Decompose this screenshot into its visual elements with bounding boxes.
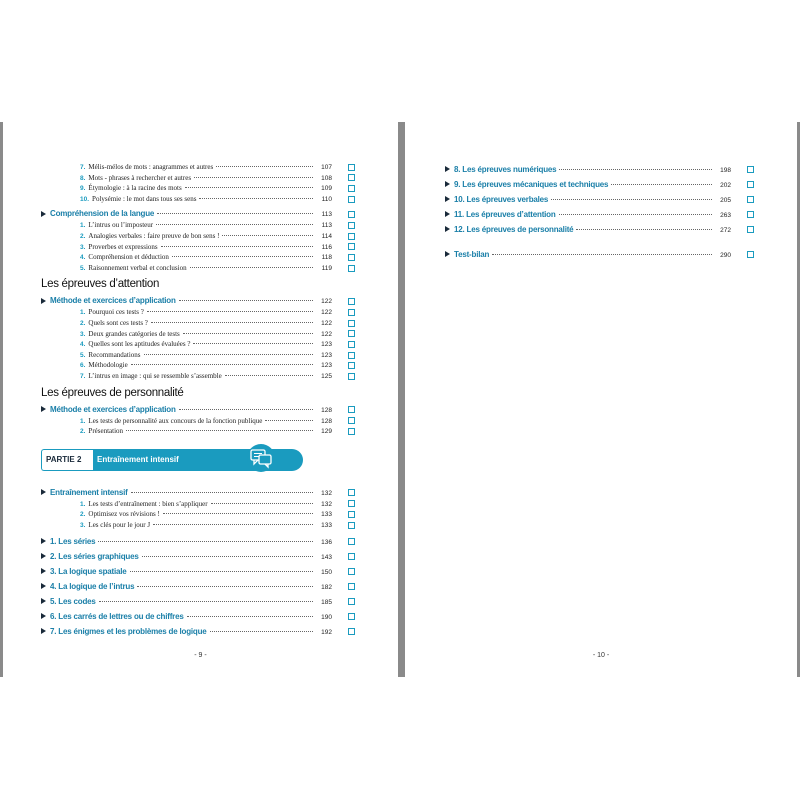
- toc-right: [454, 162, 754, 262]
- partie-banner: [41, 447, 303, 473]
- toc-item[interactable]: 5. Raisonnement verbal et conclusion 119: [50, 263, 355, 274]
- checkbox-icon[interactable]: [348, 511, 355, 518]
- triangle-bullet-icon: [41, 406, 46, 412]
- toc-item[interactable]: 7. L’intrus en image : qui se ressemble s’assemble 125: [50, 371, 355, 382]
- checkbox-icon[interactable]: [348, 417, 355, 424]
- book-spread: [0, 122, 800, 677]
- checkbox-icon[interactable]: [348, 320, 355, 327]
- toc-item[interactable]: 10. Polysémie : le mot dans tous ses sens 110: [50, 194, 355, 205]
- checkbox-icon[interactable]: [747, 196, 754, 203]
- toc-item[interactable]: 1. Les tests de personnalité aux concours de la fonction publique 128: [50, 416, 355, 427]
- toc-chapter-test-bilan[interactable]: Test-bilan 290: [454, 247, 754, 262]
- checkbox-icon[interactable]: [348, 553, 355, 560]
- toc-heading-comprehension[interactable]: Compréhension de la langue 113: [50, 208, 355, 220]
- toc-chapter[interactable]: 3. La logique spatiale 150: [50, 564, 355, 579]
- toc-item[interactable]: 1. Pourquoi ces tests ? 122: [50, 307, 355, 318]
- checkbox-icon[interactable]: [348, 222, 355, 229]
- checkbox-icon[interactable]: [348, 233, 355, 240]
- toc-chapter[interactable]: 7. Les énigmes et les problèmes de logique 192: [50, 624, 355, 639]
- checkbox-icon[interactable]: [348, 309, 355, 316]
- toc-chapter[interactable]: 12. Les épreuves de personnalité 272: [454, 222, 754, 237]
- toc-item[interactable]: 3. Proverbes et expressions 116: [50, 242, 355, 253]
- triangle-bullet-icon: [41, 489, 46, 495]
- checkbox-icon[interactable]: [348, 265, 355, 272]
- triangle-bullet-icon: [41, 568, 46, 574]
- toc-chapter[interactable]: 4. La logique de l’intrus 182: [50, 579, 355, 594]
- toc-item[interactable]: 2. Optimisez vos révisions ! 133: [50, 509, 355, 520]
- toc-item[interactable]: 7. Mélis-mélos de mots : anagrammes et autres 107: [50, 162, 355, 173]
- toc-item[interactable]: 1. Les tests d’entraînement : bien s’appliquer 132: [50, 499, 355, 510]
- triangle-bullet-icon: [445, 166, 450, 172]
- section-title-personnalite: Les épreuves de personnalité: [41, 386, 184, 399]
- checkbox-icon[interactable]: [348, 330, 355, 337]
- checkbox-icon[interactable]: [348, 583, 355, 590]
- checkbox-icon[interactable]: [747, 251, 754, 258]
- triangle-bullet-icon: [41, 211, 46, 217]
- toc-heading-attention-methode[interactable]: Méthode et exercices d’application 122: [50, 295, 355, 307]
- checkbox-icon[interactable]: [348, 298, 355, 305]
- triangle-bullet-icon: [41, 298, 46, 304]
- checkbox-icon[interactable]: [348, 164, 355, 171]
- toc-chapter[interactable]: 9. Les épreuves mécaniques et techniques 202: [454, 177, 754, 192]
- toc-item[interactable]: 3. Les clés pour le jour J 133: [50, 520, 355, 531]
- left-page: [3, 122, 398, 677]
- triangle-bullet-icon: [445, 181, 450, 187]
- toc-item[interactable]: 9. Étymologie : à la racine des mots 109: [50, 183, 355, 194]
- checkbox-icon[interactable]: [348, 254, 355, 261]
- checkbox-icon[interactable]: [747, 211, 754, 218]
- checkbox-icon[interactable]: [348, 628, 355, 635]
- toc-item[interactable]: 2. Présentation 129: [50, 426, 355, 437]
- checkbox-icon[interactable]: [348, 538, 355, 545]
- right-page: [405, 122, 797, 677]
- checkbox-icon[interactable]: [747, 166, 754, 173]
- toc-chapter[interactable]: 5. Les codes 185: [50, 594, 355, 609]
- checkbox-icon[interactable]: [747, 226, 754, 233]
- checkbox-icon[interactable]: [348, 406, 355, 413]
- triangle-bullet-icon: [41, 583, 46, 589]
- checkbox-icon[interactable]: [348, 598, 355, 605]
- checkbox-icon[interactable]: [348, 489, 355, 496]
- triangle-bullet-icon: [41, 538, 46, 544]
- toc-item[interactable]: 3. Deux grandes catégories de tests 122: [50, 329, 355, 340]
- triangle-bullet-icon: [445, 226, 450, 232]
- checkbox-icon[interactable]: [348, 428, 355, 435]
- checkbox-icon[interactable]: [348, 613, 355, 620]
- toc-left: [41, 162, 355, 639]
- toc-item[interactable]: 8. Mots - phrases à rechercher et autres 108: [50, 173, 355, 184]
- partie-tag: PARTIE 2: [41, 449, 93, 471]
- toc-item[interactable]: 4. Quelles sont les aptitudes évaluées ? 123: [50, 339, 355, 350]
- toc-item[interactable]: 2. Quels sont ces tests ? 122: [50, 318, 355, 329]
- checkbox-icon[interactable]: [348, 185, 355, 192]
- toc-chapter[interactable]: 6. Les carrés de lettres ou de chiffres 190: [50, 609, 355, 624]
- checkbox-icon[interactable]: [348, 568, 355, 575]
- toc-item[interactable]: 2. Analogies verbales : faire preuve de bon sens ! 114: [50, 231, 355, 242]
- triangle-bullet-icon: [445, 211, 450, 217]
- page-number-right: - 10 -: [592, 652, 610, 659]
- checkbox-icon[interactable]: [747, 181, 754, 188]
- chat-bubbles-icon: [246, 443, 276, 473]
- partie-title: Entraînement intensif: [93, 449, 303, 471]
- checkbox-icon[interactable]: [348, 341, 355, 348]
- triangle-bullet-icon: [445, 251, 450, 257]
- toc-heading-entrainement[interactable]: Entraînement intensif 132: [50, 487, 355, 499]
- toc-chapter[interactable]: 8. Les épreuves numériques 198: [454, 162, 754, 177]
- section-title-attention: Les épreuves d’attention: [41, 278, 160, 291]
- checkbox-icon[interactable]: [348, 522, 355, 529]
- toc-item[interactable]: 5. Recommandations 123: [50, 350, 355, 361]
- toc-chapter[interactable]: 1. Les séries 136: [50, 534, 355, 549]
- page-number-left: - 9 -: [194, 652, 207, 659]
- triangle-bullet-icon: [41, 553, 46, 559]
- checkbox-icon[interactable]: [348, 174, 355, 181]
- triangle-bullet-icon: [41, 613, 46, 619]
- toc-chapter[interactable]: 10. Les épreuves verbales 205: [454, 192, 754, 207]
- toc-heading-personnalite-methode[interactable]: Méthode et exercices d’application 128: [50, 404, 355, 416]
- checkbox-icon[interactable]: [348, 362, 355, 369]
- triangle-bullet-icon: [445, 196, 450, 202]
- toc-chapter[interactable]: 2. Les séries graphiques 143: [50, 549, 355, 564]
- toc-chapter[interactable]: 11. Les épreuves d’attention 263: [454, 207, 754, 222]
- triangle-bullet-icon: [41, 628, 46, 634]
- checkbox-icon[interactable]: [348, 373, 355, 380]
- checkbox-icon[interactable]: [348, 211, 355, 218]
- toc-item[interactable]: 1. L’intrus ou l’imposteur 113: [50, 220, 355, 231]
- checkbox-icon[interactable]: [348, 500, 355, 507]
- toc-item[interactable]: 6. Méthodologie 123: [50, 360, 355, 371]
- checkbox-icon[interactable]: [348, 196, 355, 203]
- triangle-bullet-icon: [41, 598, 46, 604]
- checkbox-icon[interactable]: [348, 243, 355, 250]
- checkbox-icon[interactable]: [348, 352, 355, 359]
- toc-item[interactable]: 4. Compréhension et déduction 118: [50, 252, 355, 263]
